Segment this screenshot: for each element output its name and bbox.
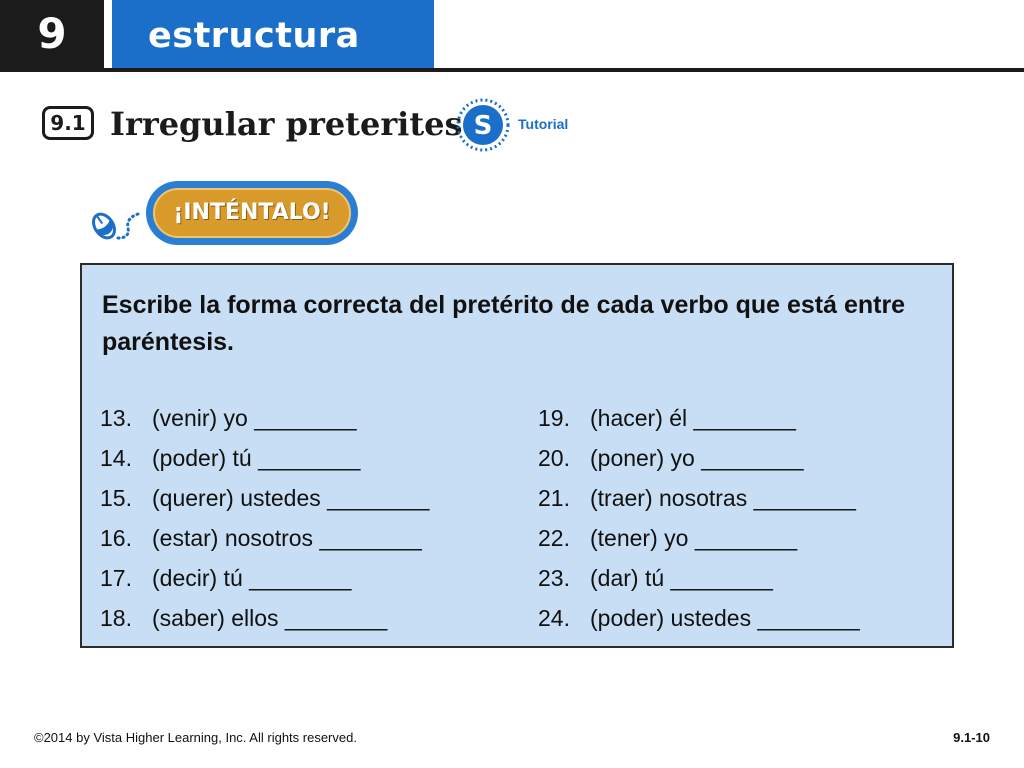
- mouse-icon: [88, 206, 144, 246]
- tutorial-label[interactable]: Tutorial: [518, 116, 569, 132]
- section-label: estructura: [148, 16, 360, 56]
- tutorial-icon-glyph: S: [473, 111, 493, 141]
- item-text: (traer) nosotras ________: [590, 485, 856, 511]
- item-number: 19.: [538, 405, 570, 431]
- footer-copyright: ©2014 by Vista Higher Learning, Inc. All rights reserved.: [34, 730, 357, 745]
- exercise-item: [538, 398, 860, 438]
- item-text: (querer) ustedes ________: [152, 485, 430, 511]
- exercise-item: [100, 558, 429, 598]
- item-text: (estar) nosotros ________: [152, 525, 422, 551]
- exercise-item: [538, 598, 860, 638]
- item-text: (saber) ellos ________: [152, 605, 388, 631]
- instructions: Escribe la forma correcta del pretérito de cada verbo que está entre paréntesis.: [102, 291, 906, 356]
- item-number: 20.: [538, 445, 570, 471]
- intentalo-badge-inner: [153, 188, 351, 238]
- intentalo-badge: [146, 181, 358, 245]
- item-text: (poder) ustedes ________: [590, 605, 860, 631]
- item-text: (tener) yo ________: [590, 525, 798, 551]
- item-number: 22.: [538, 525, 570, 551]
- exercise-item: [100, 518, 429, 558]
- item-number: 21.: [538, 485, 570, 511]
- item-number: 16.: [100, 525, 132, 551]
- item-text: (poner) yo ________: [590, 445, 804, 471]
- item-text: (decir) tú ________: [152, 565, 352, 591]
- footer-page-number: 9.1-10: [953, 730, 990, 745]
- chapter-box: [0, 0, 104, 68]
- exercise-item: [100, 398, 429, 438]
- exercise-item: [538, 558, 860, 598]
- header-rule: [0, 68, 1024, 72]
- exercise-item: [100, 598, 429, 638]
- exercise-item: [538, 518, 860, 558]
- exercise-column-right: [538, 398, 860, 638]
- exercise-column-left: [100, 398, 429, 638]
- item-text: (dar) tú ________: [590, 565, 773, 591]
- lesson-badge: [42, 106, 94, 140]
- exercise-item: [538, 438, 860, 478]
- intentalo-label: ¡INTÉNTALO!: [173, 200, 331, 225]
- slide-header: [0, 0, 1024, 72]
- exercise-item: [100, 478, 429, 518]
- lesson-title: Irregular preterites: [110, 105, 463, 143]
- item-number: 14.: [100, 445, 132, 471]
- item-number: 17.: [100, 565, 132, 591]
- chapter-number: 9: [37, 9, 67, 58]
- item-number: 23.: [538, 565, 570, 591]
- item-number: 24.: [538, 605, 570, 631]
- item-number: 13.: [100, 405, 132, 431]
- item-text: (hacer) él ________: [590, 405, 796, 431]
- exercise-item: [100, 438, 429, 478]
- item-text: (venir) yo ________: [152, 405, 357, 431]
- item-text: (poder) tú ________: [152, 445, 361, 471]
- exercise-item: [538, 478, 860, 518]
- item-number: 15.: [100, 485, 132, 511]
- tutorial-icon[interactable]: [455, 97, 511, 153]
- lesson-badge-text: 9.1: [50, 111, 86, 135]
- exercise-panel: [80, 263, 954, 648]
- item-number: 18.: [100, 605, 132, 631]
